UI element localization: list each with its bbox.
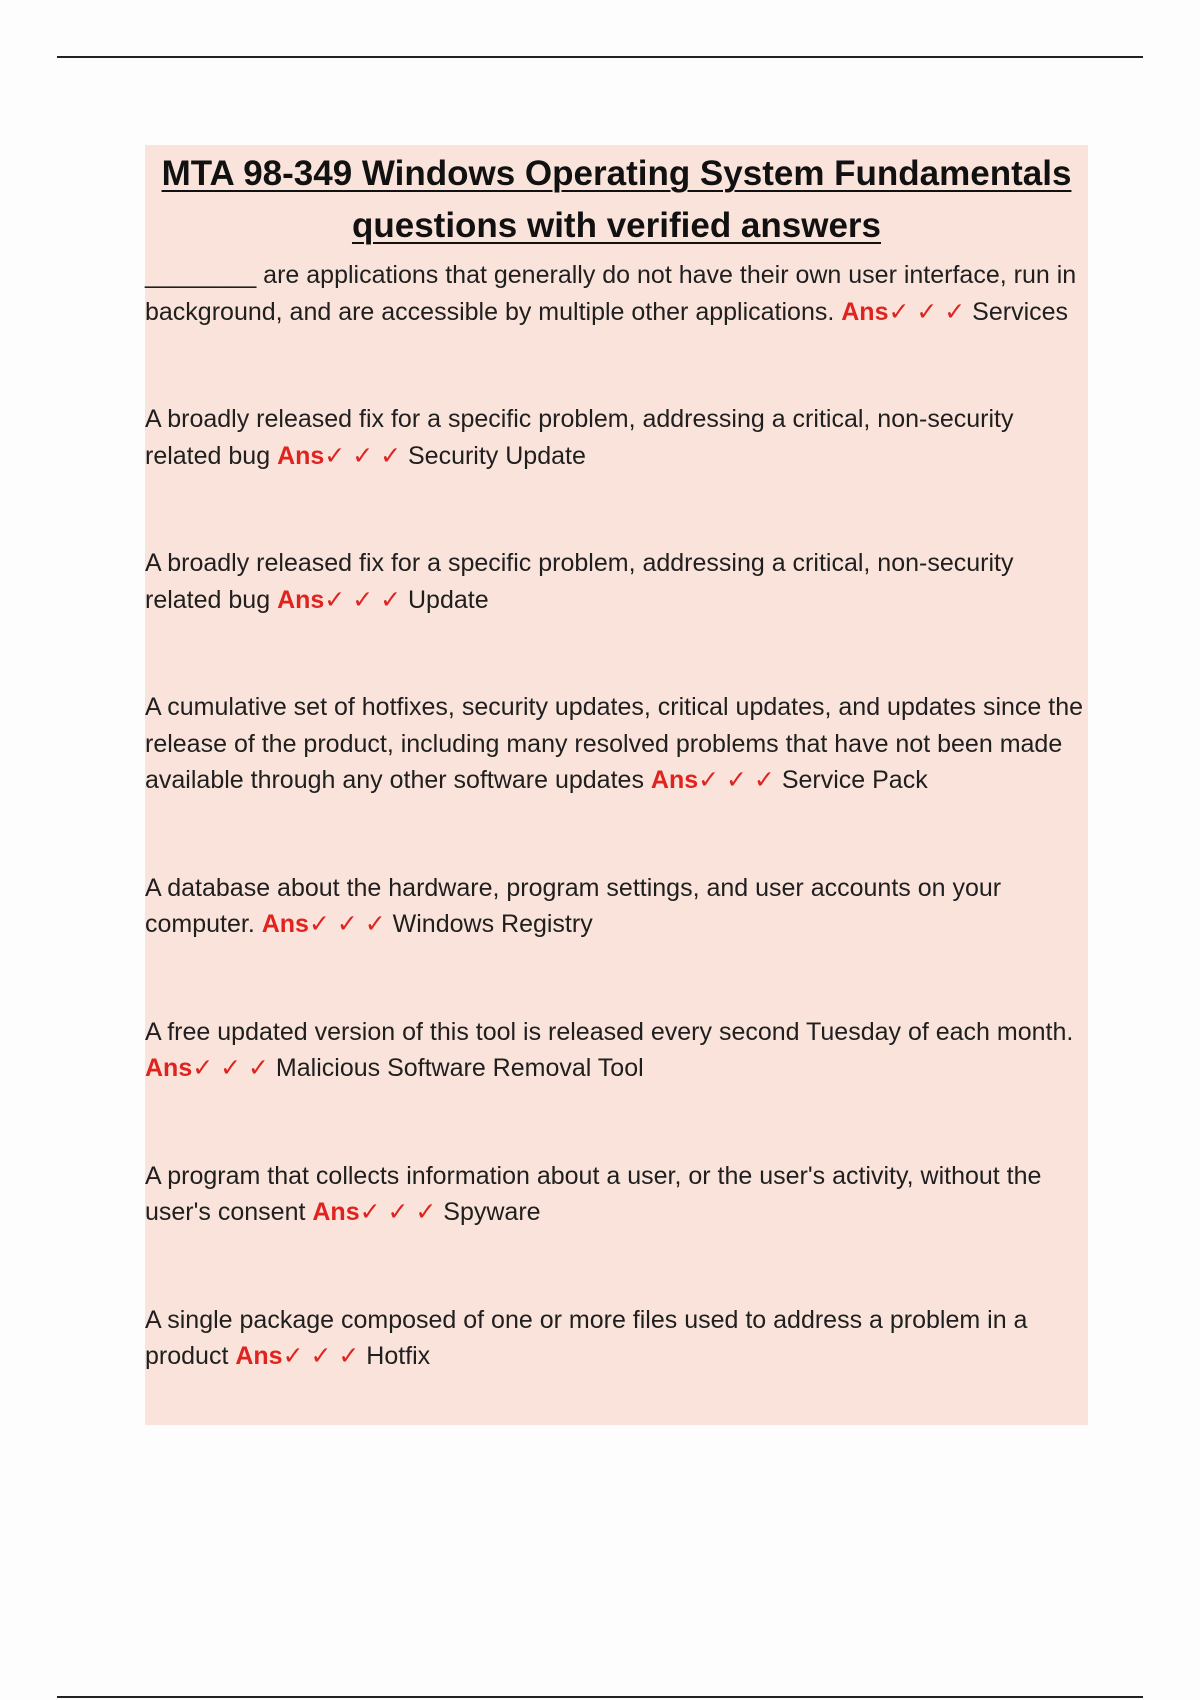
check-marks-icon: ✓ ✓ ✓ <box>324 585 402 614</box>
answer-text: Spyware <box>443 1198 541 1226</box>
check-marks-icon: ✓ ✓ ✓ <box>192 1054 269 1082</box>
document-content <box>145 145 1088 1425</box>
question-text: A single package composed of one or more files used to address a problem in a product <box>145 1305 1028 1370</box>
answer-text: Windows Registry <box>392 910 593 938</box>
check-marks-icon: ✓ ✓ ✓ <box>698 766 775 794</box>
question-text: ________ are applications that generally do not have their own user interface, run in background, and are accessible by multiple other applications. <box>145 261 1077 326</box>
document-title: MTA 98-349 Windows Operating System Fundamentals questions with verified answers <box>161 154 1072 245</box>
footer-rule <box>57 1696 1143 1698</box>
qa-item <box>145 545 1088 618</box>
answer-marker: Ans <box>261 910 309 938</box>
answer-marker: Ans <box>312 1198 360 1226</box>
header-rule <box>57 56 1143 58</box>
question-text: A cumulative set of hotfixes, security updates, critical updates, and updates since the release of the product, including many resolved problems that have not been made available through any other software updates <box>145 693 1084 794</box>
qa-item <box>145 689 1088 799</box>
answer-text: Security Update <box>407 441 586 470</box>
answer-text: Malicious Software Removal Tool <box>275 1054 644 1082</box>
question-text: A program that collects information about a user, or the user's activity, without the user's consent <box>145 1161 1042 1226</box>
question-text: A broadly released fix for a specific problem, addressing a critical, non-security related bug <box>145 549 1014 614</box>
answer-marker: Ans <box>277 441 325 470</box>
check-marks-icon: ✓ ✓ ✓ <box>282 1342 360 1370</box>
qa-list <box>145 257 1088 1375</box>
answer-marker: Ans <box>145 1054 193 1082</box>
qa-item <box>145 1014 1088 1087</box>
answer-marker: Ans <box>841 297 889 326</box>
answer-text: Service Pack <box>781 766 928 794</box>
check-marks-icon: ✓ ✓ ✓ <box>888 297 966 326</box>
qa-item <box>145 1158 1088 1231</box>
answer-text: Update <box>407 585 489 614</box>
answer-marker: Ans <box>650 766 699 794</box>
qa-item <box>145 401 1088 474</box>
answer-marker: Ans <box>235 1342 283 1370</box>
qa-item <box>145 870 1088 943</box>
answer-marker: Ans <box>277 585 325 614</box>
qa-item <box>145 257 1088 330</box>
check-marks-icon: ✓ ✓ ✓ <box>359 1198 437 1226</box>
question-text: A broadly released fix for a specific problem, addressing a critical, non-security related bug <box>145 405 1014 470</box>
question-text: A database about the hardware, program settings, and user accounts on your computer. <box>145 873 1002 938</box>
check-marks-icon: ✓ ✓ ✓ <box>308 910 386 938</box>
question-text: A free updated version of this tool is released every second Tuesday of each month. <box>145 1017 1074 1046</box>
answer-text: Services <box>972 297 1069 326</box>
answer-text: Hotfix <box>366 1342 431 1370</box>
qa-item <box>145 1302 1088 1375</box>
check-marks-icon: ✓ ✓ ✓ <box>324 441 402 470</box>
